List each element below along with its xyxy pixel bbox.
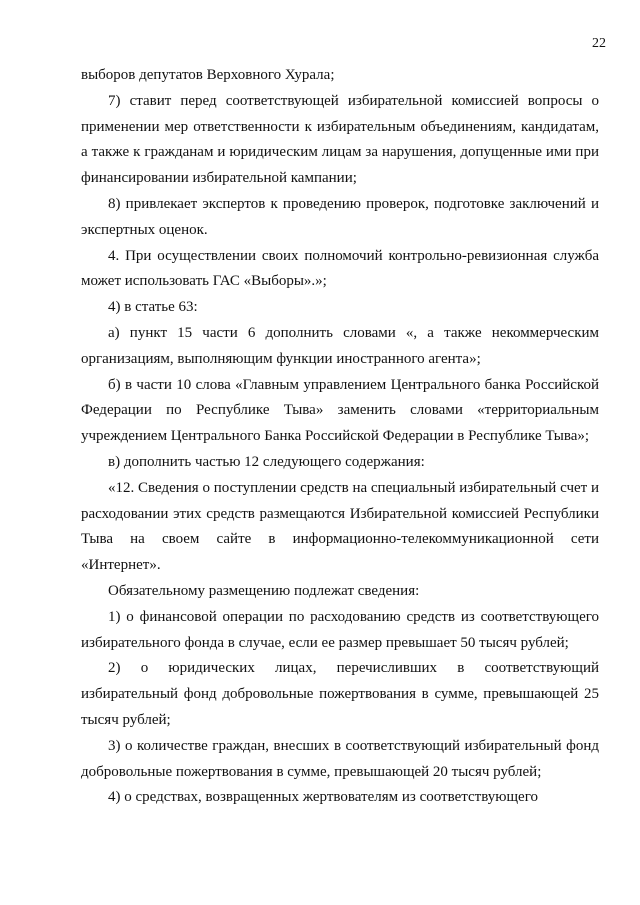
paragraph-item-7: 7) ставит перед соответствующей избирательной комиссией вопросы о применении мер ответственности к избирательным объединениям, кандидатам, а также к гражданам и юридическим лицам за нарушения, допущенные ими при финансировании избирательной кампании; bbox=[81, 92, 599, 187]
paragraph-part-12: «12. Сведения о поступлении средств на специальный избирательный счет и расходовании этих средств размещаются Избирательной комиссией Республики Тыва на своем сайте в информационно-телекоммуникационной сети «Интернет». bbox=[81, 479, 599, 574]
paragraph-subitem-v: в) дополнить частью 12 следующего содержания: bbox=[108, 453, 425, 470]
paragraph-item-8: 8) привлекает экспертов к проведению проверок, подготовке заключений и экспертных оценок. bbox=[81, 195, 599, 238]
paragraph-continuation: выборов депутатов Верховного Хурала; bbox=[81, 67, 335, 83]
paragraph-subitem-a: а) пункт 15 части 6 дополнить словами «, а также некоммерческим организациям, выполняющим функции иностранного агента»; bbox=[81, 324, 599, 367]
page-number: 22 bbox=[592, 36, 606, 51]
paragraph-info-2: 2) о юридических лицах, перечисливших в соответствующий избирательный фонд добровольные пожертвования в сумме, превышающей 25 тысяч рублей; bbox=[81, 660, 599, 728]
paragraph-article-63: 4) в статье 63: bbox=[108, 299, 198, 316]
paragraph-section-4: 4. При осуществлении своих полномочий контрольно-ревизионная служба может использовать ГАС «Выборы».»; bbox=[81, 247, 599, 290]
paragraph-mandatory-info: Обязательному размещению подлежат сведения: bbox=[108, 582, 420, 599]
paragraph-info-4: 4) о средствах, возвращенных жертвователям из соответствующего bbox=[108, 789, 538, 806]
document-body bbox=[81, 63, 599, 811]
paragraph-subitem-b: б) в части 10 слова «Главным управлением Центрального банка Российской Федерации по Республике Тыва» заменить словами «территориальным учреждением Центрального Банка Российской Федерации в Республике Тыва»; bbox=[81, 376, 599, 445]
paragraph-info-3: 3) о количестве граждан, внесших в соответствующий избирательный фонд добровольные пожертвования в сумме, превышающей 20 тысяч рублей; bbox=[81, 737, 599, 780]
paragraph-info-1: 1) о финансовой операции по расходованию средств из соответствующего избирательного фонда в случае, если ее размер превышает 50 тысяч рублей; bbox=[81, 608, 599, 651]
